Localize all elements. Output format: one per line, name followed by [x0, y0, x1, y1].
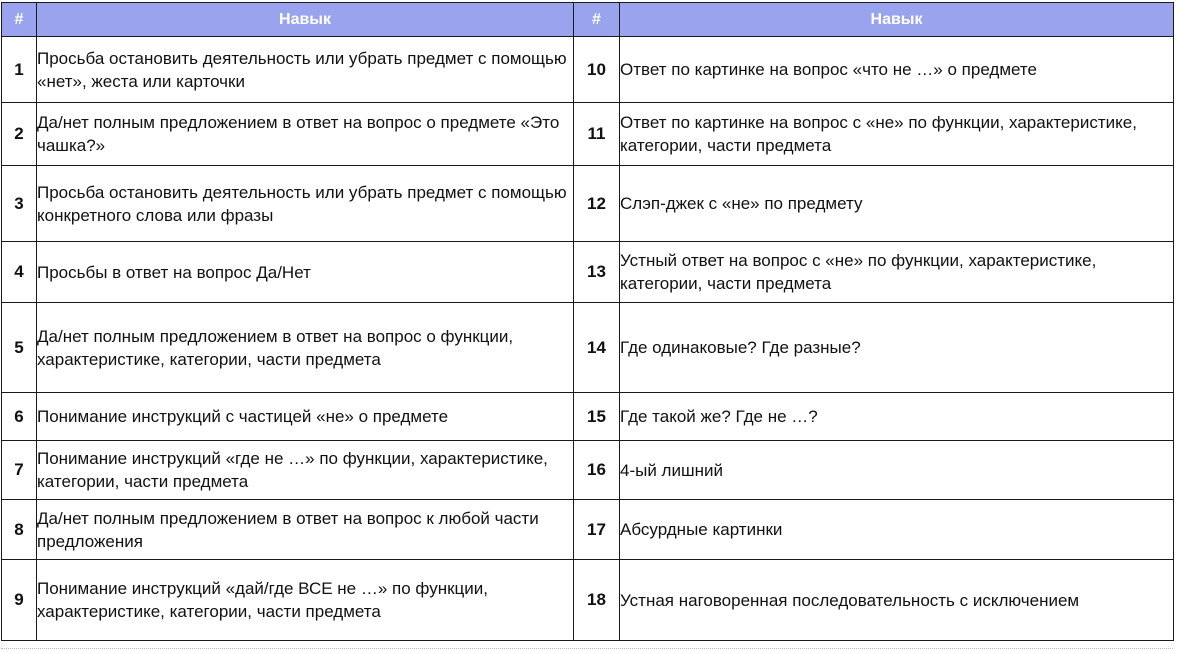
skill-text: Да/нет полным предложением в ответ на вопрос о предмете «Это чашка?» [37, 103, 574, 166]
header-row [2, 3, 1174, 37]
skill-text: Где такой же? Где не …? [620, 393, 1174, 441]
skill-text: Понимание инструкций «дай/где ВСЕ не …» по функции, характеристике, категории, части предмета [37, 560, 574, 641]
skill-text: Да/нет полным предложением в ответ на вопрос к любой части предложения [37, 500, 574, 560]
skill-text: Понимание инструкций «где не …» по функции, характеристике, категории, части предмета [37, 441, 574, 500]
row-number: 14 [574, 303, 620, 393]
row-number: 8 [2, 500, 37, 560]
row-number: 3 [2, 166, 37, 242]
table-row [2, 393, 1174, 441]
skills-table [1, 2, 1174, 641]
table-row [2, 242, 1174, 303]
table-row [2, 560, 1174, 641]
row-number: 10 [574, 37, 620, 103]
skill-text: Просьбы в ответ на вопрос Да/Нет [37, 242, 574, 303]
skill-text: Где одинаковые? Где разные? [620, 303, 1174, 393]
table-row [2, 500, 1174, 560]
header-skill-left: Навык [37, 3, 574, 37]
table-row [2, 166, 1174, 242]
header-num-right: # [574, 3, 620, 37]
row-number: 9 [2, 560, 37, 641]
row-number: 18 [574, 560, 620, 641]
skill-text: Ответ по картинке на вопрос с «не» по функции, характеристике, категории, части предмета [620, 103, 1174, 166]
skill-text: Ответ по картинке на вопрос «что не …» о предмете [620, 37, 1174, 103]
skill-text: Устная наговоренная последовательность с исключением [620, 560, 1174, 641]
header-num-left: # [2, 3, 37, 37]
row-number: 15 [574, 393, 620, 441]
table-row [2, 37, 1174, 103]
table-row [2, 441, 1174, 500]
bottom-divider [1, 648, 1173, 649]
skill-text: Да/нет полным предложением в ответ на вопрос о функции, характеристике, категории, части предмета [37, 303, 574, 393]
row-number: 7 [2, 441, 37, 500]
skill-text: Абсурдные картинки [620, 500, 1174, 560]
header-skill-right: Навык [620, 3, 1174, 37]
skill-text: Просьба остановить деятельность или убрать предмет с помощью «нет», жеста или карточки [37, 37, 574, 103]
row-number: 5 [2, 303, 37, 393]
table-row [2, 303, 1174, 393]
skill-text: 4-ый лишний [620, 441, 1174, 500]
skill-text: Устный ответ на вопрос с «не» по функции, характеристике, категории, части предмета [620, 242, 1174, 303]
skill-text: Просьба остановить деятельность или убрать предмет с помощью конкретного слова или фразы [37, 166, 574, 242]
row-number: 11 [574, 103, 620, 166]
skill-text: Слэп-джек с «не» по предмету [620, 166, 1174, 242]
row-number: 1 [2, 37, 37, 103]
row-number: 12 [574, 166, 620, 242]
row-number: 17 [574, 500, 620, 560]
row-number: 6 [2, 393, 37, 441]
skill-text: Понимание инструкций с частицей «не» о предмете [37, 393, 574, 441]
row-number: 2 [2, 103, 37, 166]
table-row [2, 103, 1174, 166]
row-number: 4 [2, 242, 37, 303]
row-number: 16 [574, 441, 620, 500]
row-number: 13 [574, 242, 620, 303]
